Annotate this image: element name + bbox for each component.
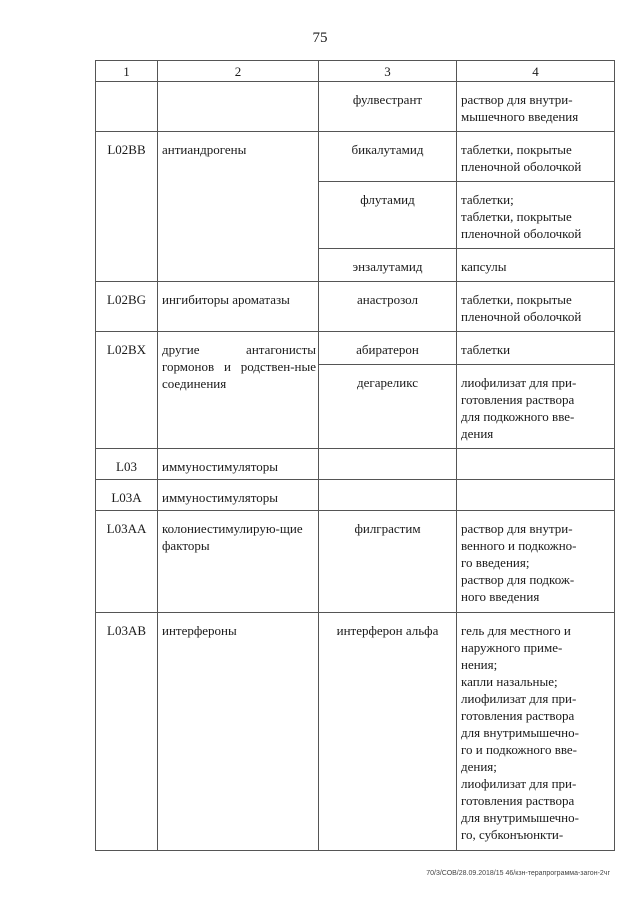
inn-cell: интерферон альфа [319,613,457,851]
atc-code-cell: L02BX [96,332,158,449]
dosage-form-cell [457,365,615,449]
atc-code-cell: L02BB [96,132,158,282]
dosage-form-line: таблетки [461,342,511,357]
dosage-form-line: го введения; [461,555,530,570]
dosage-form-line: таблетки, покрытые [461,292,572,307]
table-row [96,511,615,613]
dosage-form-line: дения; [461,759,497,774]
dosage-form-line: таблетки; [461,192,514,207]
inn-cell [319,480,457,511]
dosage-form-cell [457,613,615,851]
atc-code-cell: L03A [96,480,158,511]
dosage-form-line: капли назальные; [461,674,558,689]
dosage-form-cell [457,511,615,613]
dosage-form-line: го и подкожного вве- [461,742,577,757]
inn-cell: бикалутамид [319,132,457,182]
group-cell: ингибиторы ароматазы [158,282,319,332]
atc-code-cell: L02BG [96,282,158,332]
group-cell: иммуностимуляторы [158,449,319,480]
table-row [96,613,615,851]
dosage-form-line: мышечного введения [461,109,579,124]
page-number: 75 [312,30,328,46]
dosage-form-line: раствор для внутри- [461,521,573,536]
table-row [96,480,615,511]
dosage-form-line: нения; [461,657,498,672]
inn-cell [319,449,457,480]
inn-cell: дегареликс [319,365,457,449]
inn-cell: флутамид [319,182,457,249]
dosage-form-line: для внутримышечно- [461,725,579,740]
column-header: 3 [319,61,457,82]
dosage-form-line: венного и подкожно- [461,538,577,553]
atc-code-cell: L03 [96,449,158,480]
dosage-form-line: для внутримышечно- [461,810,579,825]
footer-stamp: 70/3/СОВ/28.09.2018/15 46/кзн-терапрограмма-загон-2чг [426,870,610,877]
group-cell: другие антагонисты гормонов и родствен-ные соединения [158,332,319,449]
table-header-row [96,61,615,82]
dosage-form-line: го, субконъюнкти- [461,827,564,842]
dosage-form-line: лиофилизат для при- [461,691,577,706]
table-row [96,282,615,332]
dosage-form-cell [457,249,615,282]
dosage-form-cell [457,182,615,249]
dosage-form-line: раствор для внутри- [461,92,573,107]
inn-cell: абиратерон [319,332,457,365]
dosage-form-cell [457,449,615,480]
group-cell: антиандрогены [158,132,319,282]
dosage-form-cell [457,282,615,332]
dosage-form-line: раствор для подкож- [461,572,575,587]
dosage-form-line: гель для местного и [461,623,571,638]
column-header: 2 [158,61,319,82]
dosage-form-line: дения [461,426,494,441]
dosage-form-cell [457,82,615,132]
column-header: 4 [457,61,615,82]
atc-code-cell: L03AA [96,511,158,613]
drug-table [95,60,615,851]
table-row [96,332,615,365]
atc-code-cell: L03AB [96,613,158,851]
group-cell: иммуностимуляторы [158,480,319,511]
dosage-form-line: пленочной оболочкой [461,159,582,174]
dosage-form-line: наружного приме- [461,640,563,655]
dosage-form-cell [457,132,615,182]
table-row [96,132,615,182]
dosage-form-line: ного введения [461,589,540,604]
table-row [96,449,615,480]
inn-cell: энзалутамид [319,249,457,282]
dosage-form-line: готовления раствора [461,392,575,407]
table-row [96,82,615,132]
column-header: 1 [96,61,158,82]
inn-cell: фулвестрант [319,82,457,132]
atc-code-cell [96,82,158,132]
dosage-form-cell [457,332,615,365]
dosage-form-line: пленочной оболочкой [461,226,582,241]
dosage-form-line: капсулы [461,259,507,274]
dosage-form-line: готовления раствора [461,793,575,808]
dosage-form-line: для подкожного вве- [461,409,575,424]
group-cell [158,82,319,132]
inn-cell: филграстим [319,511,457,613]
dosage-form-line: таблетки, покрытые [461,209,572,224]
dosage-form-line: лиофилизат для при- [461,776,577,791]
dosage-form-line: пленочной оболочкой [461,309,582,324]
dosage-form-line: готовления раствора [461,708,575,723]
dosage-form-line: таблетки, покрытые [461,142,572,157]
dosage-form-line: лиофилизат для при- [461,375,577,390]
dosage-form-cell [457,480,615,511]
inn-cell: анастрозол [319,282,457,332]
group-cell: колониестимулирую-щие факторы [158,511,319,613]
group-cell: интерфероны [158,613,319,851]
